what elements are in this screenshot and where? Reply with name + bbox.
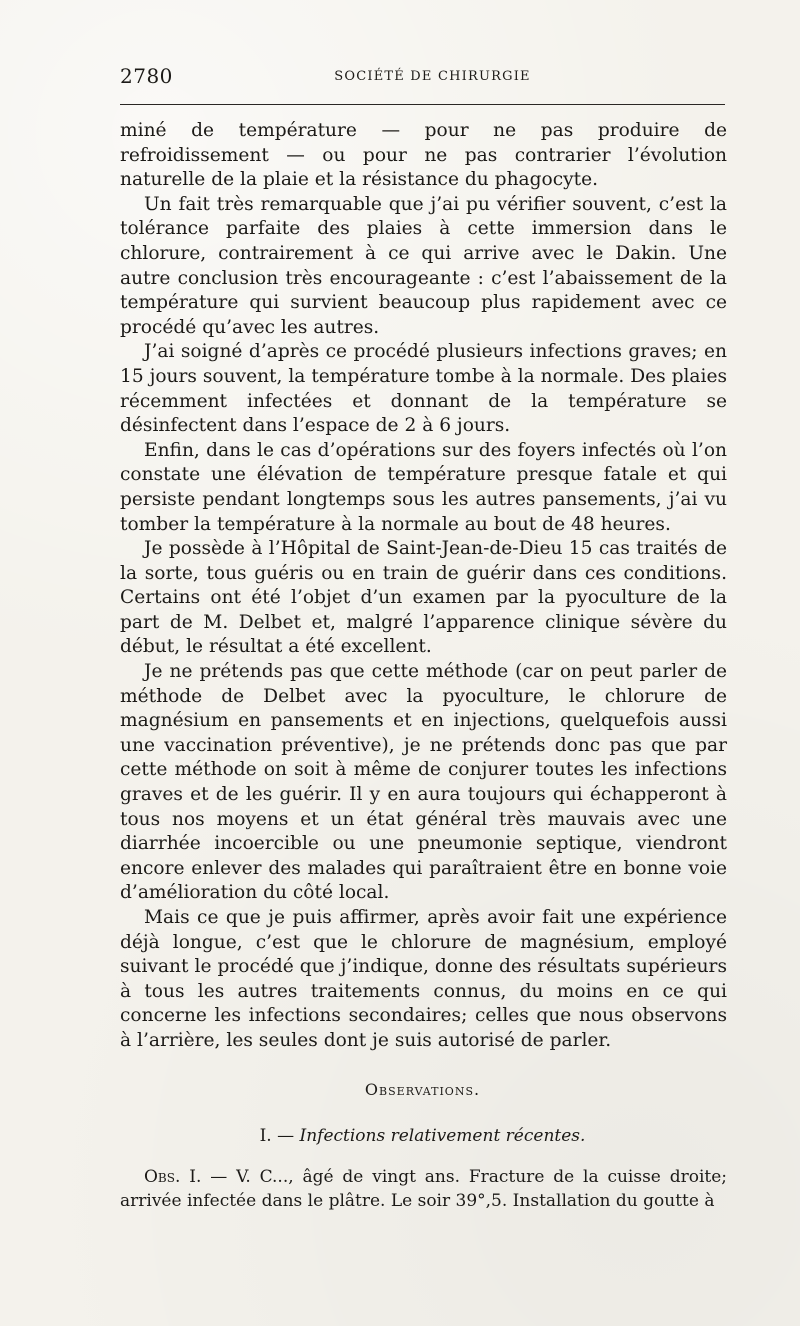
page-number: 2780 (120, 64, 173, 88)
subheading-number: I. — (259, 1126, 295, 1146)
paragraph: Un fait très remarquable que j’ai pu vérifier souvent, c’est la tolérance parfaite des plaies à cette immersion dans le chlorure, contrairement à ce qui arrive avec le Dakin. Une autre conclusion très encourageante : c’est l’abaissement de la température qui survient beaucoup plus rapidement avec ce procédé qu’avec les autres. (120, 193, 727, 338)
observation-text: — V. C..., âgé de vingt ans. Fracture de la cuisse droite; arrivée infectée dans le plâtre. Le soir 39°,5. Installation du goutte à (120, 1167, 728, 1211)
body-text (120, 119, 727, 1054)
subheading (120, 1126, 725, 1146)
paragraph: Je possède à l’Hôpital de Saint-Jean-de-Dieu 15 cas traités de la sorte, tous guéris ou en train de guérir dans ces conditions. Certains ont été l’objet d’un examen par la pyoculture de la part de M. Delbet et, malgré l’apparence clinique sévère du début, le résultat a été excellent. (120, 538, 727, 658)
subheading-title: Infections relativement récentes. (299, 1126, 586, 1146)
paragraph: Enfin, dans le cas d’opérations sur des foyers infectés où l’on constate une élévation de température presque fatale et qui persiste pendant longtemps sous les autres pansements, j’ai vu tomber la température à la normale au bout de 48 heures. (120, 439, 727, 535)
paragraph: Mais ce que je puis affirmer, après avoir fait une expérience déjà longue, c’est que le chlorure de magnésium, employé suivant le procédé que j’indique, donne des résultats supérieurs à tous les autres traitements connus, du moins en ce qui concerne les infections secondaires; celles que nous observons à l’arrière, les seules dont je suis autorisé de parler. (120, 907, 727, 1051)
observation-label: Obs. I. (144, 1167, 202, 1187)
paragraph: J’ai soigné d’après ce procédé plusieurs infections graves; en 15 jours souvent, la température tombe à la normale. Des plaies récemment infectées et donnant de la température se désinfectent dans l’espace de 2 à 6 jours. (120, 341, 727, 437)
observation (120, 1165, 727, 1213)
running-title: SOCIÉTÉ DE CHIRURGIE (334, 69, 531, 84)
header-rule (120, 104, 725, 105)
paragraph: miné de température — pour ne pas produire de refroidissement — ou pour ne pas contrarier l’évolution naturelle de la plaie et la résistance du phagocyte. (120, 120, 727, 191)
paragraph: Je ne prétends pas que cette méthode (car on peut parler de méthode de Delbet avec la pyoculture, le chlorure de magnésium en pansements et en injections, quelquefois aussi une vaccination préventive), je ne prétends donc pas que par cette méthode on soit à même de conjurer toutes les infections graves et de les guérir. Il y en aura toujours qui échapperont à tous nos moyens et un état général très mauvais avec une diarrhée incoercible ou une pneumonie septique, viendront encore enlever des malades qui paraîtraient être en bonne voie d’amélioration du côté local. (120, 661, 727, 904)
page-header (120, 62, 725, 92)
section-heading: Observations. (364, 1080, 481, 1099)
